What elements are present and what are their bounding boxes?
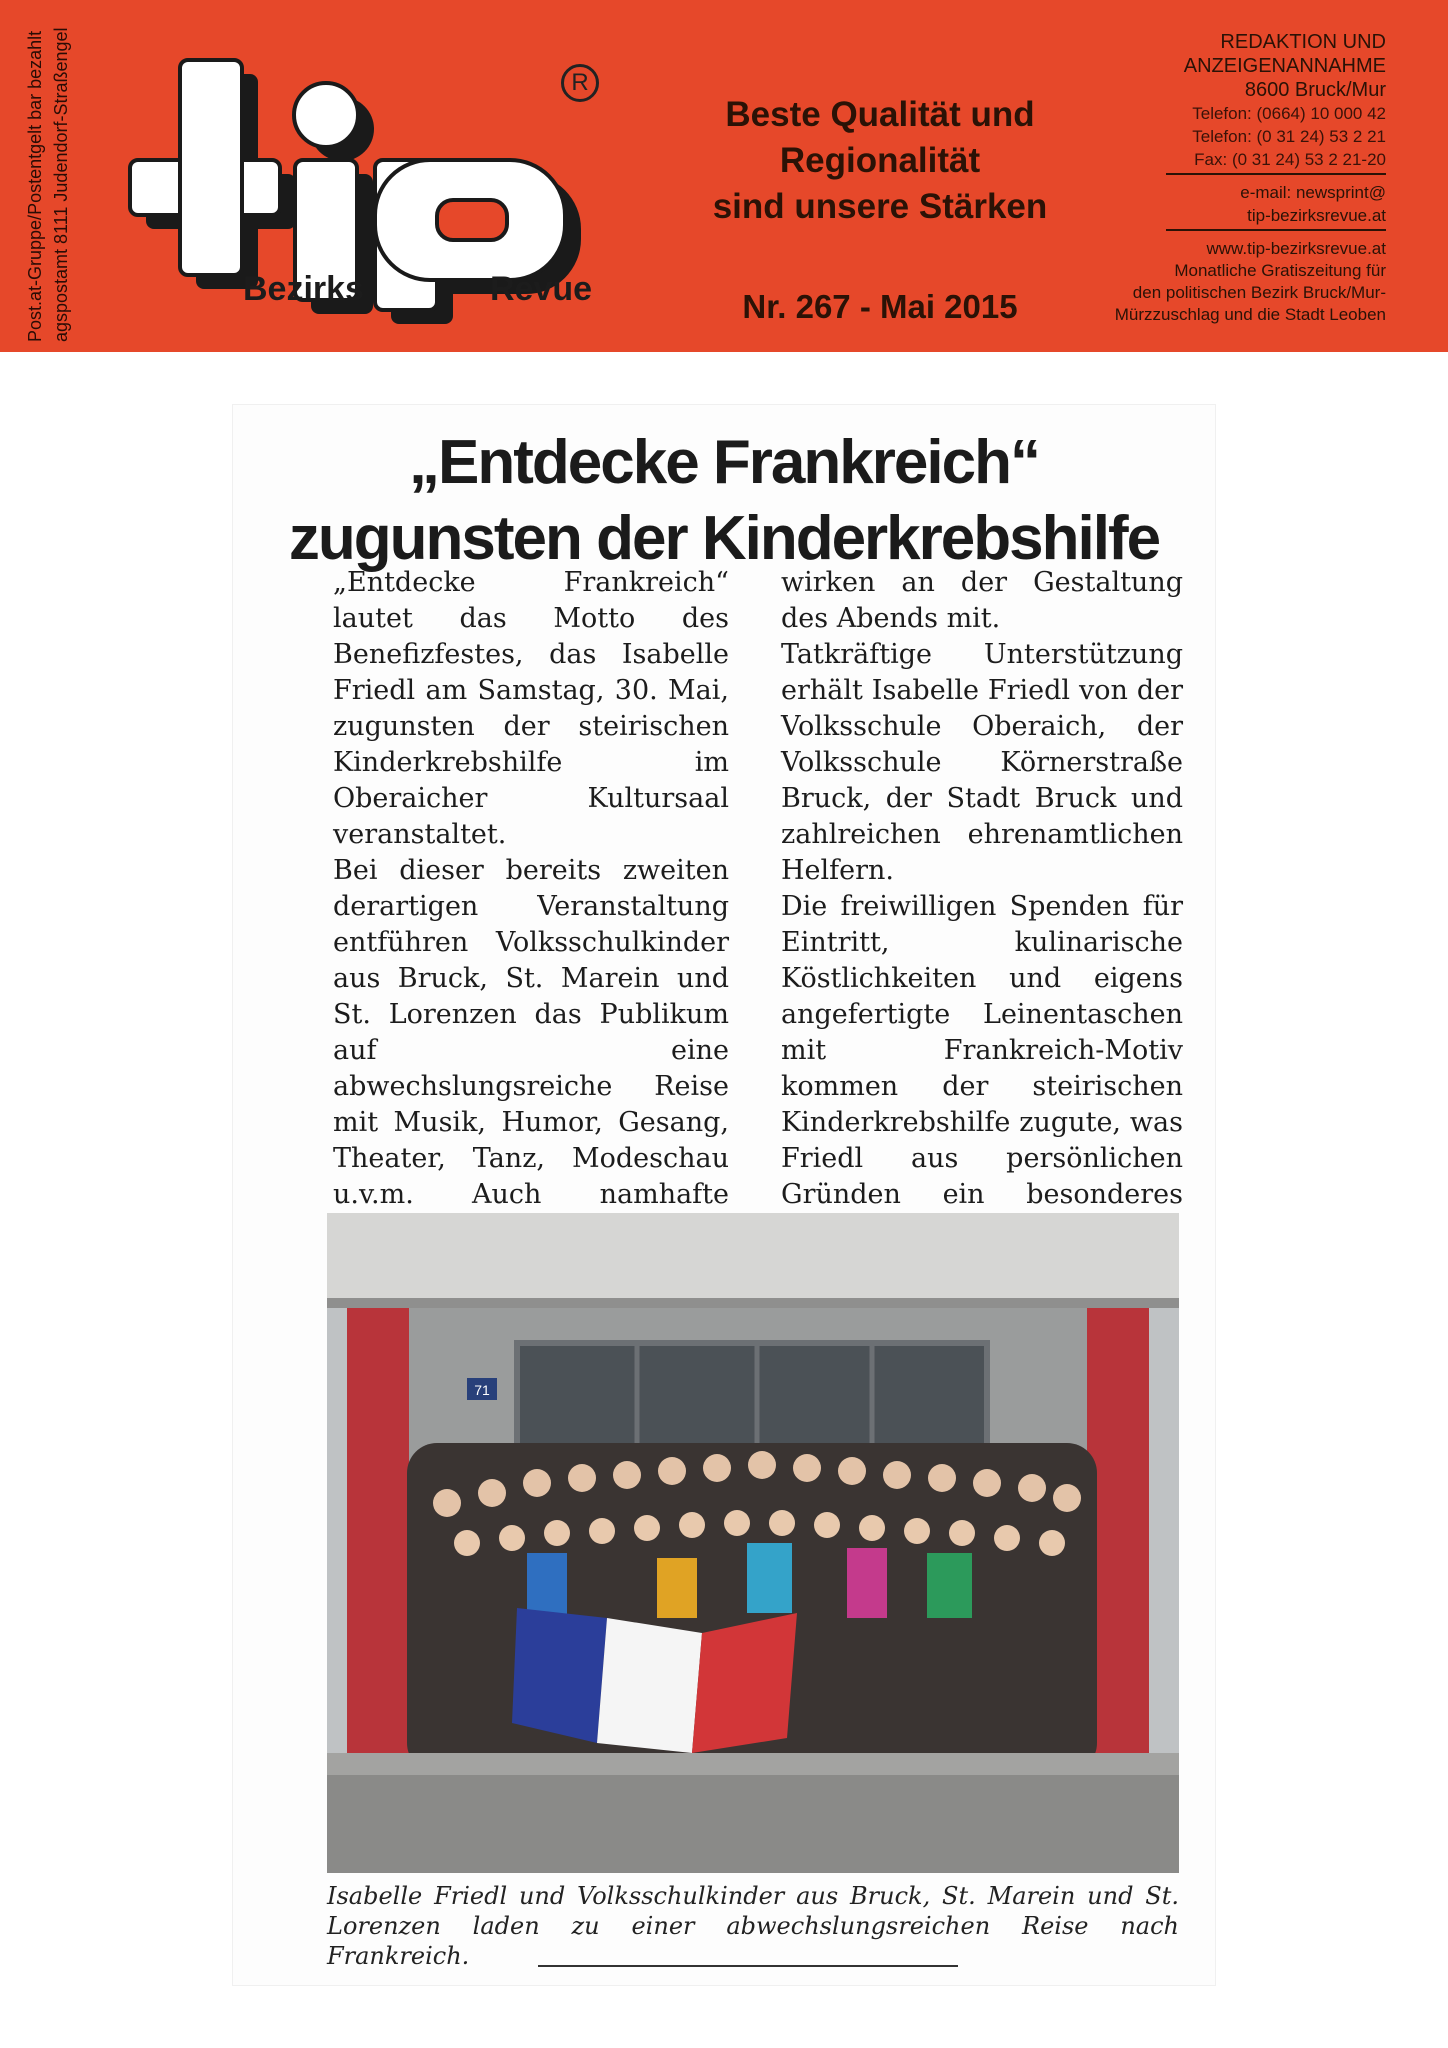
- tagline-line-1: Beste Qualität und: [725, 95, 1035, 134]
- tagline: [680, 92, 1080, 230]
- article-end-rule: [538, 1965, 958, 1967]
- paragraph: Die freiwilligen Spenden für Eintritt, kulinarische Köstlichkeiten und eigens angefertigte Leinentaschen mit Frankreich-Motiv kommen der steirischen Kinderkrebshilfe zugute, was Friedl aus persönlichen Gründen ein besonderes: [781, 891, 1183, 1210]
- photo-caption: Isabelle Friedl und Volksschulkinder aus Bruck, St. Marein und St. Lorenzen laden zu einer abwechslungsreichen Reise nach Frankreich.: [327, 1882, 1179, 1970]
- contact-email-2: tip-bezirksrevue.at: [1247, 206, 1386, 225]
- issue-number: Nr. 267 - Mai 2015: [742, 288, 1018, 325]
- article-column-right: [781, 565, 1183, 1249]
- contact-desc-1: Monatliche Gratiszeitung für: [1174, 261, 1386, 280]
- contact-desc-2: den politischen Bezirk Bruck/Mur-: [1132, 283, 1386, 302]
- postal-line-2: agspostamt 8111 Judendorf-Straßengel: [51, 27, 71, 342]
- group-photo-image: [327, 1213, 1179, 1873]
- contact-website: www.tip-bezirksrevue.at: [1206, 239, 1386, 258]
- group-photo: [327, 1213, 1179, 1873]
- masthead-banner: [0, 0, 1448, 352]
- paragraph: Bei dieser bereits zweiten derartigen Veranstaltung entführen Volksschulkinder aus Bruck, St. Marein und St. Lorenzen das Publikum auf eine abwechslungsreiche Reise mit Musik, Humor, Gesang, Theater, Tanz, Modeschau u.v.m. Auch namhafte: [333, 855, 729, 1210]
- french-flag: [512, 1608, 797, 1753]
- headline-line-2: zugunsten der Kinderkrebshilfe: [288, 504, 1160, 573]
- postal-line-1: Post.at-Gruppe/Postentgelt bar bezahlt: [25, 30, 45, 342]
- article-clipping: [233, 405, 1215, 1985]
- contact-block: [1026, 30, 1386, 326]
- tagline-line-2: Regionalität: [779, 141, 981, 180]
- contact-city: 8600 Bruck/Mur: [1244, 79, 1386, 101]
- contact-line-2: ANZEIGENANNAHME: [1183, 55, 1386, 77]
- contact-line-1: REDAKTION UND: [1220, 31, 1386, 53]
- paragraph: Tatkräftige Unterstützung erhält Isabelle Friedl von der Volksschule Oberaich, der Volksschule Körnerstraße Bruck, der Stadt Bruck und zahlreichen ehrenamtlichen Helfern.: [781, 639, 1183, 886]
- headline-line-1: „Entdecke Frankreich“: [409, 428, 1039, 497]
- postal-notice: [22, 12, 82, 342]
- article-headline: [233, 425, 1215, 577]
- contact-divider: [1166, 173, 1386, 175]
- contact-email-1: e-mail: newsprint@: [1240, 183, 1386, 202]
- paragraph: „Entdecke Frankreich“ lautet das Motto des Benefizfestes, das Isabelle Friedl am Samstag, 30. Mai, zugunsten der steirischen Kinderkrebshilfe im Oberaicher Kultursaal veranstaltet.: [333, 567, 729, 850]
- logo-text: tip: [260, 189, 263, 191]
- tagline-line-3: sind unsere Stärken: [712, 187, 1048, 226]
- paragraph: wirken an der Gestaltung des Abends mit.: [781, 567, 1183, 634]
- house-number-sign: 71: [474, 1382, 490, 1398]
- article-column-left: [333, 565, 729, 1285]
- contact-desc-3: Mürzzuschlag und die Stadt Leoben: [1114, 305, 1386, 324]
- contact-fax: Fax: (0 31 24) 53 2 21-20: [1194, 150, 1386, 169]
- contact-phone-2: Telefon: (0 31 24) 53 2 21: [1192, 127, 1386, 146]
- brand-revue: Revue: [490, 270, 593, 308]
- brand-bezirks: Bezirks: [243, 270, 364, 308]
- contact-phone-1: Telefon: (0664) 10 000 42: [1192, 104, 1386, 123]
- registered-mark-icon: R: [561, 64, 599, 102]
- contact-divider-2: [1166, 229, 1386, 231]
